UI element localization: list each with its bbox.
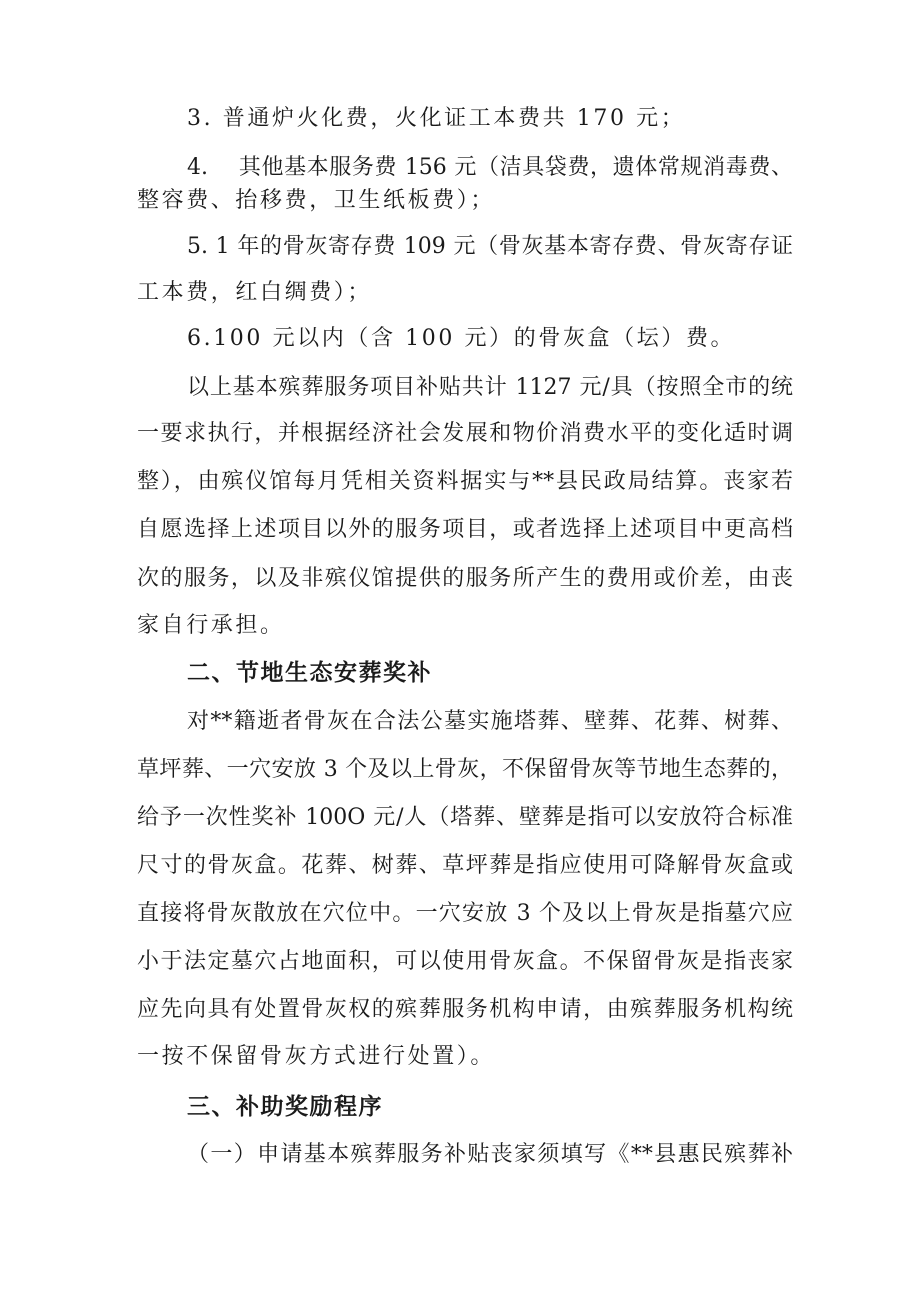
paragraph-line: 直接将骨灰散放在穴位中。一穴安放 3 个及以上骨灰是指墓穴应 <box>137 901 793 926</box>
paragraph-line: 一按不保留骨灰方式进行处置）。 <box>137 1044 496 1069</box>
paragraph-line: 3. 普通炉火化费，火化证工本费共 170 元； <box>187 106 686 131</box>
paragraph-line: 给予一次性奖补 100O 元/人（塔葬、壁葬是指可以安放符合标准 <box>137 805 793 830</box>
paragraph-line: （一）申请基本殡葬服务补贴丧家须填写《**县惠民殡葬补 <box>187 1142 793 1167</box>
paragraph-line: 草坪葬、一穴安放 3 个及以上骨灰，不保留骨灰等节地生态葬的， <box>137 757 793 782</box>
paragraph-line: 整），由殡仪馆每月凭相关资料据实与**县民政局结算。丧家若 <box>137 469 793 494</box>
paragraph-line: 自愿选择上述项目以外的服务项目，或者选择上述项目中更高档 <box>137 517 793 542</box>
paragraph-line: 工本费，红白绸费）； <box>137 280 373 305</box>
paragraph-line: 4. 其他基本服务费 156 元（洁具袋费，遗体常规消毒费、 <box>187 155 793 180</box>
section-heading: 三、补助奖励程序 <box>187 1094 383 1120</box>
paragraph-line: 次的服务，以及非殡仪馆提供的服务所产生的费用或价差，由丧 <box>137 566 793 591</box>
paragraph-line: 一要求执行，并根据经济社会发展和物价消费水平的变化适时调 <box>137 421 793 446</box>
paragraph-line: 家自行承担。 <box>137 613 285 638</box>
section-heading: 二、节地生态安葬奖补 <box>187 660 432 686</box>
paragraph-line: 整容费、抬移费，卫生纸板费）； <box>137 188 496 213</box>
paragraph-line: 小于法定墓穴占地面积，可以使用骨灰盒。不保留骨灰是指丧家 <box>137 949 793 974</box>
paragraph-line: 5. 1 年的骨灰寄存费 109 元（骨灰基本寄存费、骨灰寄存证 <box>187 234 793 259</box>
paragraph-line: 应先向具有处置骨灰权的殡葬服务机构申请，由殡葬服务机构统 <box>137 997 793 1022</box>
paragraph-line: 以上基本殡葬服务项目补贴共计 1127 元/具（按照全市的统 <box>187 375 793 400</box>
paragraph-line: 对**籍逝者骨灰在合法公墓实施塔葬、壁葬、花葬、树葬、 <box>187 709 793 734</box>
paragraph-line: 尺寸的骨灰盒。花葬、树葬、草坪葬是指应使用可降解骨灰盒或 <box>137 853 793 878</box>
paragraph-line: 6.100 元以内（含 100 元）的骨灰盒（坛）费。 <box>187 326 736 351</box>
